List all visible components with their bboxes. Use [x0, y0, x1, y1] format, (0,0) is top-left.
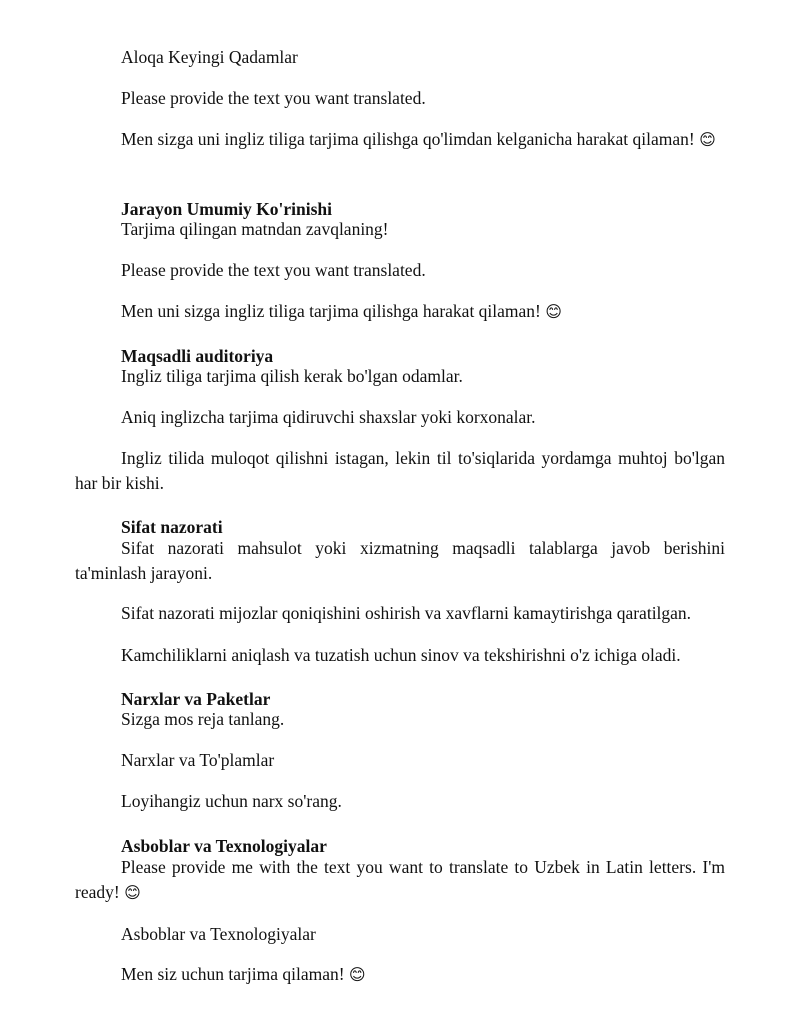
paragraph-pricing-1: Sizga mos reja tanlang. — [121, 709, 285, 729]
paragraph-pricing-2: Narxlar va To'plamlar — [121, 750, 275, 770]
paragraph-audience-3: Ingliz tilida muloqot qilishni istagan, lekin til to'siqlarida yordamga muhtoj bo'lgan har bir kishi. — [75, 448, 725, 493]
paragraph-tools-2: Asboblar va Texnologiyalar — [121, 924, 316, 944]
paragraph-quality-2: Sifat nazorati mijozlar qoniqishini oshirish va xavflarni kamaytirishga qaratilgan. — [121, 603, 692, 623]
heading-pricing-packages: Narxlar va Paketlar — [121, 689, 271, 709]
paragraph-quality-3: Kamchiliklarni aniqlash va tuzatish uchun sinov va tekshirishni o'z ichiga oladi. — [121, 645, 681, 665]
paragraph-pricing-3: Loyihangiz uchun narx so'rang. — [121, 791, 342, 811]
heading-tools-technologies: Asboblar va Texnologiyalar — [121, 836, 327, 856]
paragraph-provide-text-1: Please provide the text you want translated. — [121, 88, 426, 108]
paragraph-tools-3: Men siz uchun tarjima qilaman! 😊 — [121, 964, 366, 984]
smiley-icon: 😊 — [124, 883, 141, 902]
smiley-icon: 😊 — [545, 302, 562, 321]
smiley-icon: 😊 — [348, 965, 366, 984]
heading-process-overview: Jarayon Umumiy Ko'rinishi — [121, 199, 332, 219]
smiley-icon: 😊 — [699, 130, 716, 149]
heading-quality-control: Sifat nazorati — [121, 517, 223, 537]
paragraph-enjoy-translation: Tarjima qilingan matndan zavqlaning! — [121, 219, 389, 239]
paragraph-translate-promise-2: Men uni sizga ingliz tiliga tarjima qilishga harakat qilaman! 😊 — [121, 301, 562, 321]
heading-target-audience: Maqsadli auditoriya — [121, 346, 274, 366]
paragraph-provide-text-2: Please provide the text you want translated. — [121, 260, 426, 280]
paragraph-tools-1: Please provide me with the text you want to translate to Uzbek in Latin letters. I'm ready! 😊 — [75, 857, 725, 902]
paragraph-quality-1: Sifat nazorati mahsulot yoki xizmatning maqsadli talablarga javob berishini ta'minlash jarayoni. — [75, 538, 725, 583]
paragraph-audience-2: Aniq inglizcha tarjima qidiruvchi shaxslar yoki korxonalar. — [121, 407, 536, 427]
paragraph-audience-1: Ingliz tiliga tarjima qilish kerak bo'lgan odamlar. — [121, 366, 463, 386]
paragraph-translate-promise-1: Men sizga uni ingliz tiliga tarjima qilishga qo'limdan kelganicha harakat qilaman! 😊 — [121, 129, 716, 149]
paragraph-contact-next-steps: Aloqa Keyingi Qadamlar — [121, 47, 298, 67]
